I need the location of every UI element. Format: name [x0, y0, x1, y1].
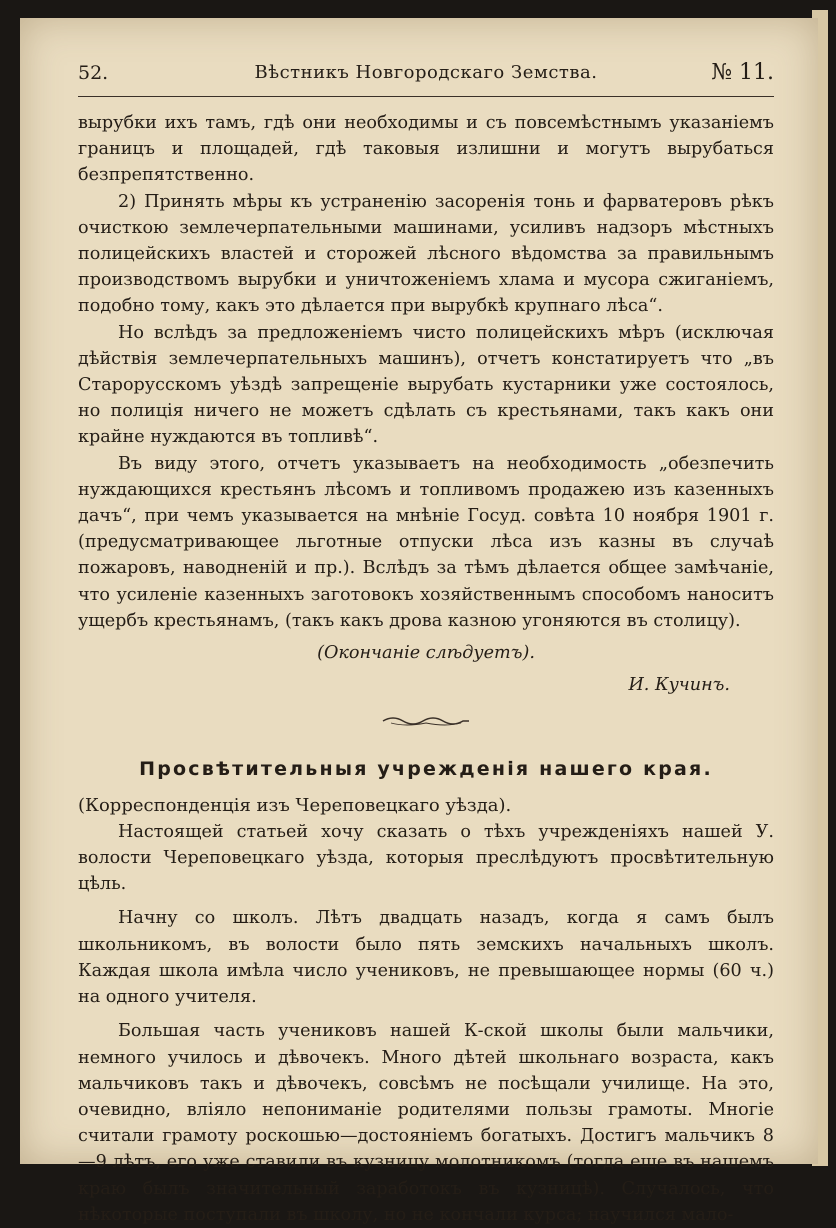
author-signature: И. Кучинъ.: [628, 675, 730, 696]
ornament-divider: [381, 714, 471, 728]
running-header: [78, 62, 774, 92]
section-title: Просвѣтительныя учрежденія нашего края.: [139, 758, 713, 781]
paragraph: Начну со школъ. Лѣтъ двадцать назадъ, когда я самъ былъ школьникомъ, въ волости было пять земскихъ начальныхъ школъ. Каждая школа имѣла число учениковъ, не превышающее нормы (60 ч.) на одного учителя.: [78, 908, 774, 1008]
journal-title: Вѣстникъ Новгородскаго Земства.: [254, 62, 598, 83]
paragraph: Настоящей статьей хочу сказать о тѣхъ учрежденіяхъ нашей У. волости Череповецкаго уѣзда, которыя преслѣдуютъ просвѣтительную цѣль.: [78, 821, 774, 895]
issue-number: № 11.: [711, 60, 774, 85]
paragraph: 2) Принять мѣры къ устраненію засоренія тонь и фарватеровъ рѣкъ очисткою землечерпательными машинами, усиливъ надзоръ мѣстныхъ полицейскихъ властей и сторожей лѣсного вѣдомства за правильнымъ производствомъ вырубки и уничтоженіемъ хлама и мусора сжиганіемъ, подобно тому, какъ это дѣлается при вырубкѣ крупнаго лѣса“.: [78, 191, 774, 317]
document-page: [20, 18, 818, 1225]
paragraph: Въ виду этого, отчетъ указываетъ на необходимость „обезпечить нуждающихся крестьянъ лѣсомъ и топливомъ продажею изъ казенныхъ дачъ“, при чемъ указывается на мнѣніе Госуд. совѣта 10 ноября 1901 г. (предусматривающее льготные отпуски лѣса изъ казны въ случаѣ пожаровъ, наводненій и пр.). Вслѣдъ за тѣмъ дѣлается общее замѣчаніе, что усиленіе казенныхъ заготовокъ хозяйственнымъ способомъ наноситъ ущербъ крестьянамъ, (такъ какъ дрова казною угоняются въ столицу).: [78, 453, 774, 631]
header-rule: [78, 96, 774, 97]
page-number: 52.: [78, 62, 109, 84]
paragraph: вырубки ихъ тамъ, гдѣ они необходимы и съ повсемѣстнымъ указаніемъ границъ и площадей, гдѣ таковыя излишни и могутъ вырубаться безпрепятственно.: [78, 113, 774, 186]
section-subtitle: (Корреспонденція изъ Череповецкаго уѣзда).: [78, 794, 512, 816]
paragraph: Большая часть учениковъ нашей К-ской школы были мальчики, немного училось и дѣвочекъ. Много дѣтей школьнаго возраста, какъ мальчиковъ такъ и дѣвочекъ, совсѣмъ не посѣщали училище. На это, очевидно, вліяло непониманіе родителями пользы грамоты. Многіе считали грамоту роскошью—достояніемъ богатыхъ. Достигъ мальчикъ 8—9 лѣтъ, его уже ставили въ кузницу молотникомъ (тогда еще въ нашемъ краю былъ значительный заработокъ въ кузницѣ). Случалось, что нѣкоторые поступали въ школу, но не кончали курса; научился мало-: [78, 1021, 774, 1225]
paragraph: Но вслѣдъ за предложеніемъ чисто полицейскихъ мѣръ (исключая дѣйствія землечерпательныхъ машинъ), отчетъ констатируетъ что „въ Старорусскомъ уѣздѣ запрещеніе вырубать кустарники уже состоялось, но полиція ничего не можетъ сдѣлать съ крестьянами, такъ какъ они крайне нуждаются въ топливѣ“.: [78, 322, 774, 448]
body-text: [78, 110, 774, 1228]
continued-note: (Окончаніе слѣдуетъ).: [317, 643, 535, 664]
